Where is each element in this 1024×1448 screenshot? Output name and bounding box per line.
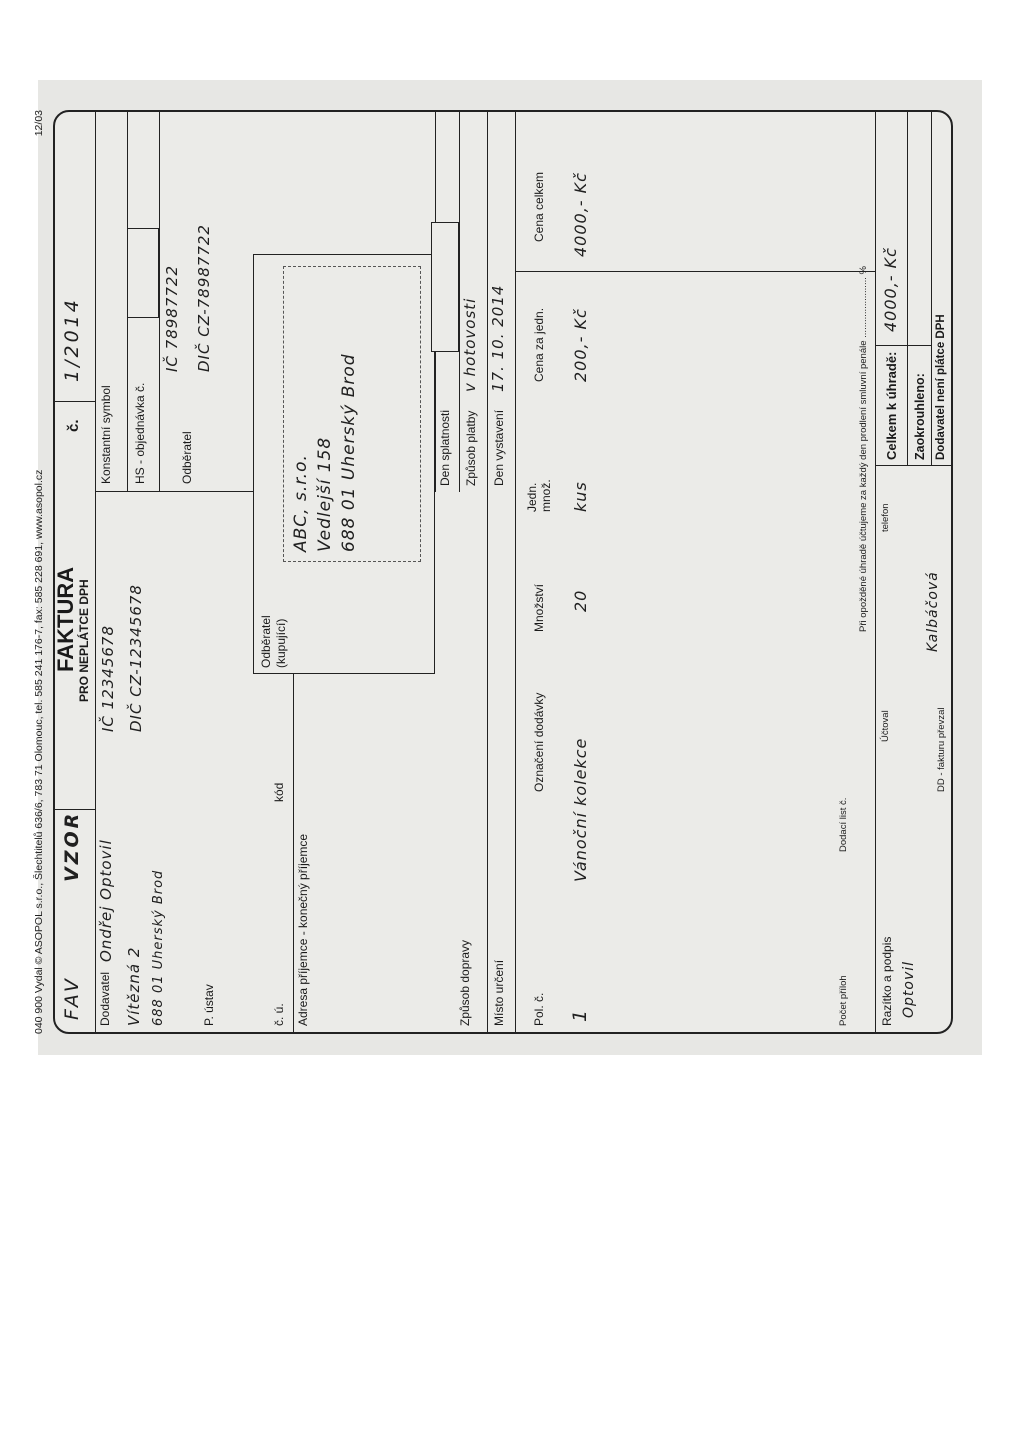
adresa-prijemce-label: Adresa příjemce - konečný příjemce	[296, 833, 310, 1026]
odberatel-name: ABC, s.r.o.	[291, 454, 311, 552]
pocet-priloh-label: Počet příloh	[838, 975, 849, 1026]
row-cena-jedn: 200,- Kč	[571, 308, 590, 382]
kod-label: kód	[272, 782, 286, 802]
col-cena-jedn-header: Cena za jedn.	[532, 307, 546, 382]
dodavatel-street: Vítězná 2	[125, 946, 143, 1026]
col-cena-celkem-header: Cena celkem	[532, 171, 546, 242]
telefon-label: telefon	[880, 503, 891, 532]
invoice-number: 1/2014	[61, 297, 83, 382]
row-oznaceni: Vánoční kolekce	[571, 737, 590, 882]
print-info: 040 900 Vydal © ASOPOL s.r.o., Šlechtitelů 636/6, 783 71 Olomouc, tel. 585 241 176-7, fax: 585 228 691, www.asopol.cz	[33, 469, 45, 1034]
form-type-handwritten: FAV	[61, 976, 83, 1020]
row-jedn: kus	[571, 481, 590, 512]
hs-objednavka-box	[127, 228, 159, 318]
odberatel-ico: IČ 78987722	[163, 264, 181, 372]
zpusob-platby-value: v hotovosti	[461, 297, 479, 392]
col-pol-header: Pol. č.	[532, 992, 546, 1026]
den-splatnosti-label: Den splatnosti	[438, 409, 452, 486]
col-jedn-header-1: Jedn.	[525, 482, 539, 512]
odberatel-label: Odběratel	[180, 431, 194, 484]
celkem-k-uhrade-label: Celkem k úhradě:	[884, 351, 899, 460]
konstantni-symbol-label: Konstantní symbol	[99, 385, 113, 484]
invoice-number-label: č.	[65, 419, 82, 432]
dodavatel-city: 688 01 Uherský Brod	[151, 869, 166, 1026]
invoice-subtitle: PRO NEPLÁTCE DPH	[77, 579, 91, 702]
p-ustav-label: P. ústav	[202, 984, 216, 1026]
signature-left: Optovil	[901, 960, 917, 1018]
invoice-form	[53, 110, 953, 1034]
zaokrouhleno-label: Zaokrouhleno:	[913, 373, 927, 460]
splatnost-box	[431, 222, 459, 352]
kupujici-sub: (kupující)	[274, 618, 288, 668]
uctoval-label: Účtoval	[880, 710, 891, 742]
cu-label: č. ú.	[272, 1003, 286, 1026]
penale-text: Při opožděné úhradě účtujeme za každý den prodlení smluvní penále ....................... %	[858, 266, 869, 632]
dodavatel-dic: DIČ CZ-12345678	[127, 584, 145, 732]
dd-prevzal-label: DD - fakturu převzal	[936, 707, 947, 792]
row-cena-celkem: 4000,- Kč	[571, 172, 590, 257]
misto-urceni-label: Místo určení	[492, 959, 506, 1026]
celkem-k-uhrade-value: 4000,- Kč	[881, 247, 900, 332]
col-jedn-header-2: množ.	[539, 479, 553, 512]
den-vystaveni-label: Den vystavení	[492, 409, 506, 486]
dodavatel-name: Ondřej Optovil	[97, 839, 115, 962]
kupujici-label: Odběratel	[259, 615, 273, 668]
signature-right: Kalbáčová	[925, 571, 941, 652]
invoice-title: FAKTURA	[53, 566, 78, 672]
odberatel-city: 688 01 Uherský Brod	[339, 353, 359, 552]
col-oznaceni-header: Označení dodávky	[532, 692, 546, 792]
den-vystaveni-value: 17. 10. 2014	[489, 284, 507, 392]
odberatel-dic: DIČ CZ-78987722	[195, 224, 213, 372]
dodavatel-label: Dodavatel	[98, 971, 112, 1026]
form-code: 12/03	[33, 110, 45, 137]
odberatel-street: Vedlejší 158	[315, 436, 335, 552]
zpusob-platby-label: Způsob platby	[464, 410, 478, 486]
row-mnozstvi: 20	[571, 589, 590, 612]
razitko-label: Razítko a podpis	[880, 936, 894, 1026]
neplatce-dph-note: Dodavatel není plátce DPH	[935, 314, 947, 460]
dodaci-list-label: Dodací list č.	[838, 797, 849, 852]
dodavatel-ico: IČ 12345678	[99, 624, 117, 732]
zpusob-dopravy-label: Způsob dopravy	[458, 939, 472, 1026]
sample-mark-handwritten: VZOR	[61, 810, 83, 882]
row-pol: 1	[569, 1006, 591, 1022]
col-mnozstvi-header: Množství	[532, 583, 546, 632]
rotated-invoice	[33, 110, 953, 1034]
hs-objednavka-label: HS - objednávka č.	[133, 382, 147, 484]
